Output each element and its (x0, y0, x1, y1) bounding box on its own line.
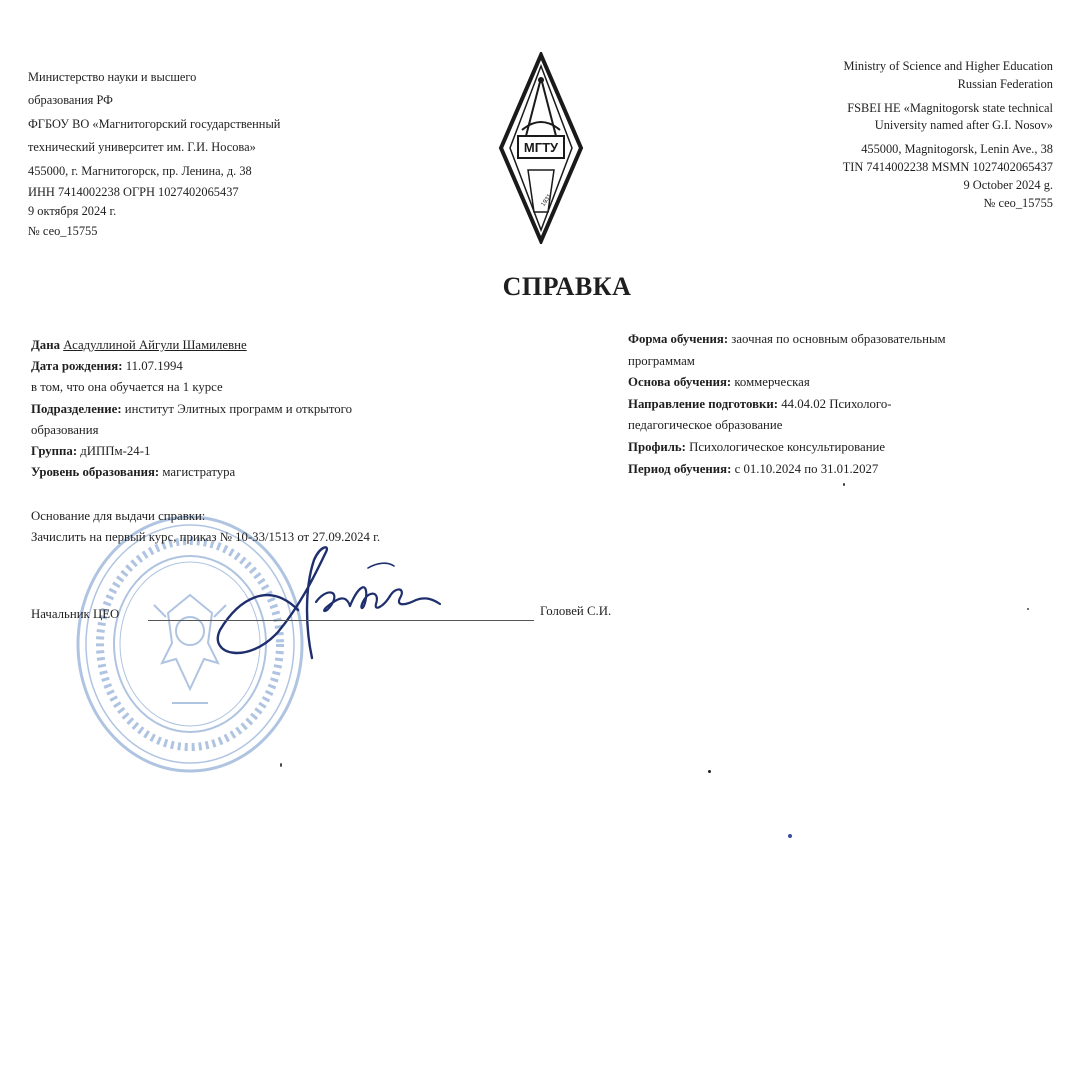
header-line: University named after G.I. Nosov» (874, 118, 1053, 133)
direction-label: Направление подготовки: (628, 396, 779, 411)
header-line: 455000, г. Магнитогорск, пр. Ленина, д. 38 (28, 163, 252, 178)
course-text: в том, что она обучается на 1 курсе (31, 380, 223, 395)
group-label: Группа: (31, 444, 78, 459)
division-value: институт Элитных программ и открытого (124, 401, 352, 416)
profile-label: Профиль: (628, 439, 686, 454)
emblem-caption: 1931 (540, 193, 554, 208)
basis-heading: Основание для выдачи справки: (31, 509, 206, 523)
scan-speck (280, 763, 282, 767)
header-line: FSBEI HE «Magnitogorsk state technical (847, 100, 1053, 115)
header-line: TIN 7414002238 MSMN 1027402065437 (842, 159, 1053, 174)
study-info (628, 329, 1058, 480)
document-title: СПРАВКА (502, 272, 632, 301)
emblem-text: МГТУ (523, 140, 559, 155)
reference-number: № сео_15755 (28, 224, 98, 239)
signatory-position: Начальник ЦЕО (31, 607, 120, 621)
form-label: Форма обучения: (628, 332, 729, 346)
period-label: Период обучения: (628, 461, 732, 476)
student-info (31, 335, 491, 483)
scan-speck (1027, 608, 1029, 610)
header-line: образования РФ (28, 93, 113, 108)
form-value-cont: программам (628, 353, 695, 368)
header-russian (28, 66, 280, 242)
header-line: Ministry of Science and Higher Education (843, 59, 1053, 73)
dob-value: 11.07.1994 (125, 359, 183, 374)
basis-label: Основа обучения: (628, 375, 732, 390)
direction-value-cont: педагогическое образование (628, 418, 783, 433)
period-value: с 01.10.2024 по 31.01.2027 (734, 461, 879, 476)
basis-text: Зачислить на первый курс, приказ № 10-33/1513 от 27.09.2024 г. (31, 530, 381, 544)
header-line: ФГБОУ ВО «Магнитогорский государственный (28, 116, 281, 131)
issuance-basis (31, 506, 380, 548)
direction-value: 44.04.02 Психолого- (781, 396, 892, 411)
reference-number: № сео_15755 (983, 195, 1053, 210)
university-emblem-icon (498, 52, 584, 244)
header-line: 455000, Magnitogorsk, Lenin Ave., 38 (861, 142, 1053, 157)
division-label: Подразделение: (31, 401, 122, 416)
form-value: заочная по основным образовательным (731, 332, 946, 346)
header-line: Russian Federation (957, 76, 1053, 91)
division-value-cont: образования (31, 422, 99, 437)
header-line: 9 October 2024 g. (963, 177, 1053, 192)
header-english (843, 58, 1053, 212)
student-name: Асадуллиной Айгули Шамилевне (63, 338, 247, 352)
scan-speck (708, 770, 711, 773)
dob-label: Дата рождения: (31, 359, 123, 374)
level-value: магистратура (162, 465, 236, 480)
header-line: Министерство науки и высшего (28, 70, 197, 84)
scan-speck (843, 483, 845, 486)
header-line: технический университет им. Г.И. Носова» (28, 140, 256, 155)
header-line: 9 октября 2024 г. (28, 204, 117, 219)
basis-value: коммерческая (734, 375, 810, 390)
header-line: ИНН 7414002238 ОГРН 1027402065437 (28, 185, 239, 200)
given-label: Дана (31, 338, 60, 352)
level-label: Уровень образования: (31, 465, 160, 480)
signature-line (148, 620, 534, 621)
group-value: дИППм-24-1 (80, 444, 151, 459)
handwritten-signature-icon (208, 540, 448, 670)
scan-speck (788, 834, 792, 838)
signatory-name: Головей С.И. (540, 604, 612, 618)
profile-value: Психологическое консультирование (689, 439, 886, 454)
